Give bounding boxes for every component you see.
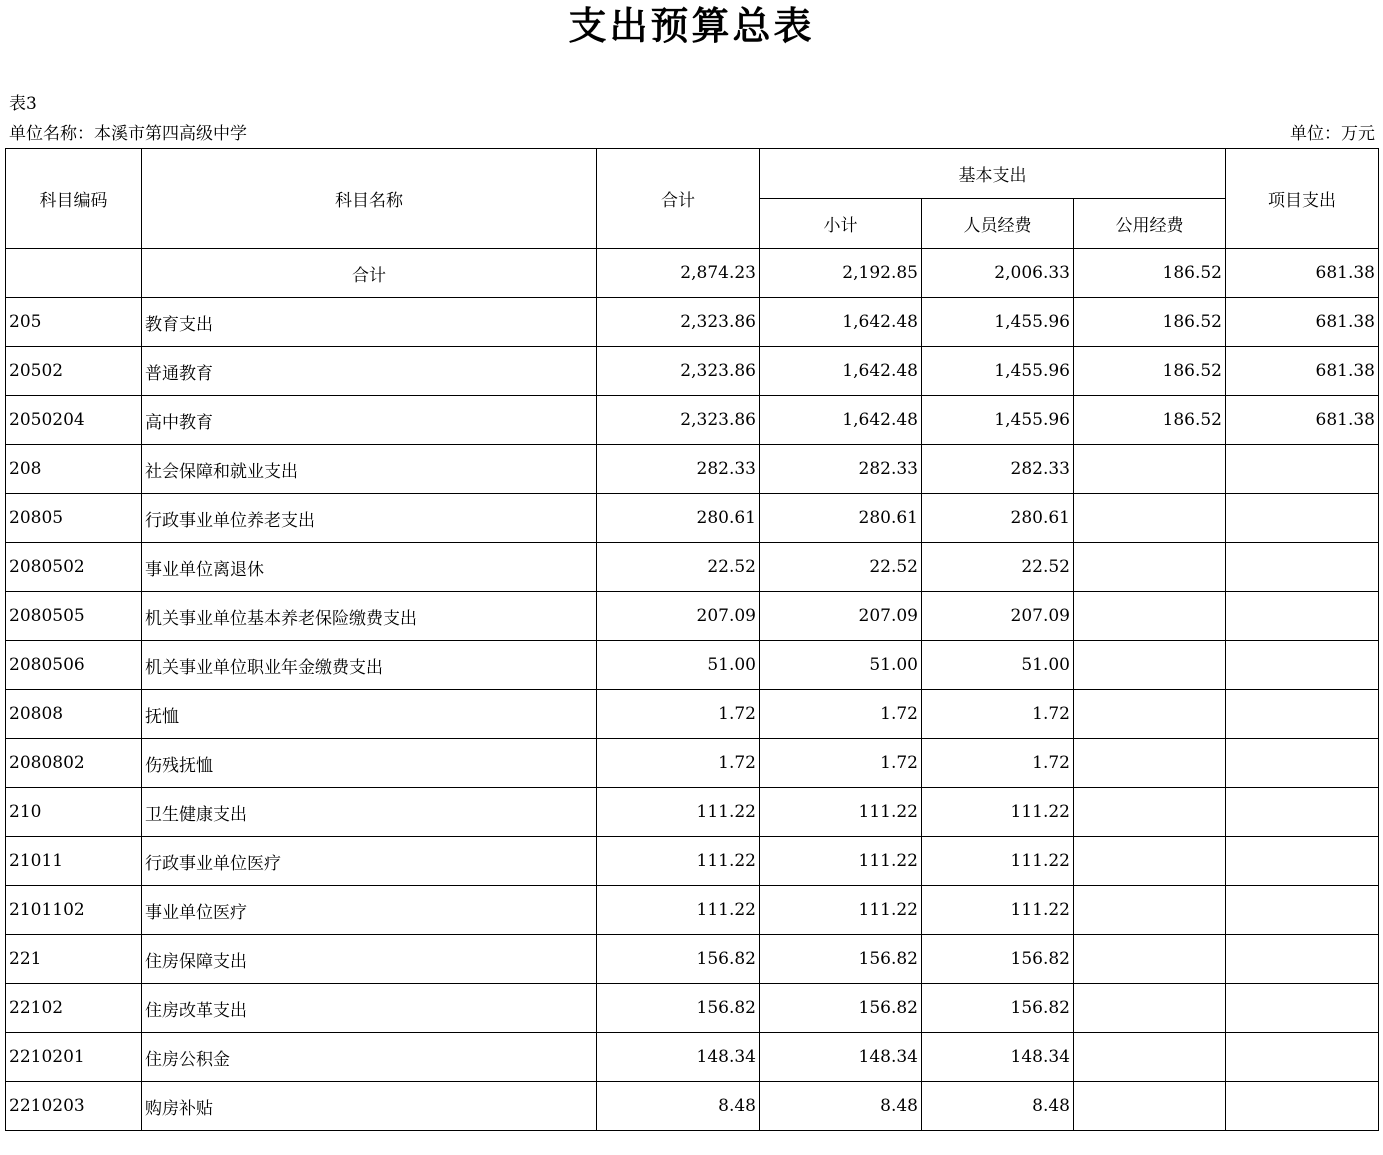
cell-total: 280.61: [597, 494, 760, 543]
header-name: 科目名称: [142, 149, 597, 249]
cell-total: 2,323.86: [597, 396, 760, 445]
cell-public: [1074, 837, 1226, 886]
cell-subtotal: 111.22: [760, 886, 922, 935]
cell-name: 抚恤: [142, 690, 597, 739]
table-row: [6, 592, 1379, 641]
cell-project: 681.38: [1226, 347, 1379, 396]
cell-total: 22.52: [597, 543, 760, 592]
cell-subtotal: 156.82: [760, 935, 922, 984]
cell-code: 20502: [6, 347, 142, 396]
cell-public: [1074, 886, 1226, 935]
cell-name: 机关事业单位基本养老保险缴费支出: [142, 592, 597, 641]
cell-subtotal: 1.72: [760, 739, 922, 788]
cell-subtotal: 22.52: [760, 543, 922, 592]
cell-name: 合计: [142, 249, 597, 298]
cell-total: 207.09: [597, 592, 760, 641]
cell-code: 20805: [6, 494, 142, 543]
cell-name: 住房公积金: [142, 1033, 597, 1082]
cell-project: [1226, 641, 1379, 690]
cell-project: 681.38: [1226, 298, 1379, 347]
table-number: 表3: [9, 94, 37, 114]
header-total: 合计: [597, 149, 760, 249]
table-body: [6, 249, 1379, 1131]
budget-table: [5, 148, 1379, 1131]
cell-total: 148.34: [597, 1033, 760, 1082]
cell-project: [1226, 494, 1379, 543]
cell-personnel: 8.48: [922, 1082, 1074, 1131]
cell-personnel: 148.34: [922, 1033, 1074, 1082]
cell-name: 事业单位离退休: [142, 543, 597, 592]
cell-public: [1074, 935, 1226, 984]
cell-public: [1074, 984, 1226, 1033]
cell-name: 住房保障支出: [142, 935, 597, 984]
cell-subtotal: 8.48: [760, 1082, 922, 1131]
cell-name: 伤残抚恤: [142, 739, 597, 788]
cell-subtotal: 207.09: [760, 592, 922, 641]
cell-code: 205: [6, 298, 142, 347]
cell-personnel: 111.22: [922, 837, 1074, 886]
cell-personnel: 1,455.96: [922, 396, 1074, 445]
cell-code: 22102: [6, 984, 142, 1033]
cell-personnel: 156.82: [922, 984, 1074, 1033]
cell-total: 156.82: [597, 984, 760, 1033]
cell-subtotal: 282.33: [760, 445, 922, 494]
cell-public: [1074, 739, 1226, 788]
header-project: 项目支出: [1226, 149, 1379, 249]
header-subtotal: 小计: [760, 199, 922, 249]
cell-code: 2210201: [6, 1033, 142, 1082]
cell-total: 282.33: [597, 445, 760, 494]
cell-personnel: 1,455.96: [922, 298, 1074, 347]
cell-name: 机关事业单位职业年金缴费支出: [142, 641, 597, 690]
table-row: [6, 494, 1379, 543]
cell-name: 购房补贴: [142, 1082, 597, 1131]
cell-public: 186.52: [1074, 347, 1226, 396]
cell-project: [1226, 543, 1379, 592]
cell-total: 111.22: [597, 837, 760, 886]
cell-public: [1074, 690, 1226, 739]
cell-project: [1226, 935, 1379, 984]
cell-public: [1074, 592, 1226, 641]
cell-subtotal: 280.61: [760, 494, 922, 543]
cell-personnel: 1.72: [922, 739, 1074, 788]
cell-code: 210: [6, 788, 142, 837]
cell-personnel: 156.82: [922, 935, 1074, 984]
cell-project: [1226, 837, 1379, 886]
cell-personnel: 1.72: [922, 690, 1074, 739]
cell-personnel: 280.61: [922, 494, 1074, 543]
table-row: [6, 396, 1379, 445]
cell-public: 186.52: [1074, 249, 1226, 298]
cell-code: 2080505: [6, 592, 142, 641]
cell-subtotal: 51.00: [760, 641, 922, 690]
cell-personnel: 282.33: [922, 445, 1074, 494]
page-title: 支出预算总表: [568, 4, 815, 48]
cell-subtotal: 1,642.48: [760, 298, 922, 347]
cell-project: [1226, 690, 1379, 739]
cell-code: 2080502: [6, 543, 142, 592]
cell-public: [1074, 1033, 1226, 1082]
cell-name: 事业单位医疗: [142, 886, 597, 935]
table-row: [6, 788, 1379, 837]
cell-name: 行政事业单位养老支出: [142, 494, 597, 543]
header-basic: 基本支出: [760, 149, 1226, 199]
table-row: [6, 347, 1379, 396]
table-header: [6, 149, 1379, 249]
cell-total: 1.72: [597, 739, 760, 788]
cell-personnel: 207.09: [922, 592, 1074, 641]
cell-project: [1226, 592, 1379, 641]
cell-project: [1226, 886, 1379, 935]
cell-subtotal: 156.82: [760, 984, 922, 1033]
cell-total: 156.82: [597, 935, 760, 984]
cell-code: 2080802: [6, 739, 142, 788]
cell-total: 111.22: [597, 886, 760, 935]
cell-name: 住房改革支出: [142, 984, 597, 1033]
cell-code: 221: [6, 935, 142, 984]
cell-project: [1226, 1033, 1379, 1082]
cell-personnel: 2,006.33: [922, 249, 1074, 298]
cell-name: 普通教育: [142, 347, 597, 396]
cell-public: [1074, 788, 1226, 837]
cell-project: [1226, 984, 1379, 1033]
cell-project: [1226, 445, 1379, 494]
cell-name: 卫生健康支出: [142, 788, 597, 837]
table-row: [6, 543, 1379, 592]
cell-name: 社会保障和就业支出: [142, 445, 597, 494]
table-row: [6, 984, 1379, 1033]
table-row: [6, 1033, 1379, 1082]
unit-name: 单位名称：本溪市第四高级中学: [9, 124, 247, 144]
cell-public: [1074, 494, 1226, 543]
table-row: [6, 837, 1379, 886]
cell-code: 2080506: [6, 641, 142, 690]
cell-subtotal: 1.72: [760, 690, 922, 739]
cell-public: [1074, 543, 1226, 592]
table-row: [6, 935, 1379, 984]
table-row: [6, 641, 1379, 690]
cell-project: [1226, 739, 1379, 788]
cell-public: 186.52: [1074, 298, 1226, 347]
cell-code: 2050204: [6, 396, 142, 445]
cell-code: 20808: [6, 690, 142, 739]
cell-personnel: 111.22: [922, 788, 1074, 837]
cell-subtotal: 2,192.85: [760, 249, 922, 298]
cell-total: 111.22: [597, 788, 760, 837]
cell-code: 2101102: [6, 886, 142, 935]
cell-personnel: 22.52: [922, 543, 1074, 592]
table-row: [6, 690, 1379, 739]
cell-total: 2,323.86: [597, 347, 760, 396]
currency-unit: 单位：万元: [1290, 124, 1375, 144]
table-row: [6, 1082, 1379, 1131]
cell-code: [6, 249, 142, 298]
cell-name: 教育支出: [142, 298, 597, 347]
cell-project: 681.38: [1226, 249, 1379, 298]
table-row: [6, 739, 1379, 788]
cell-subtotal: 111.22: [760, 788, 922, 837]
total-row: [6, 249, 1379, 298]
cell-personnel: 51.00: [922, 641, 1074, 690]
cell-code: 21011: [6, 837, 142, 886]
cell-total: 2,323.86: [597, 298, 760, 347]
cell-project: [1226, 1082, 1379, 1131]
table-row: [6, 298, 1379, 347]
cell-subtotal: 148.34: [760, 1033, 922, 1082]
header-public: 公用经费: [1074, 199, 1226, 249]
cell-personnel: 1,455.96: [922, 347, 1074, 396]
cell-total: 2,874.23: [597, 249, 760, 298]
cell-total: 51.00: [597, 641, 760, 690]
cell-public: [1074, 445, 1226, 494]
table-row: [6, 445, 1379, 494]
header-code: 科目编码: [6, 149, 142, 249]
cell-subtotal: 111.22: [760, 837, 922, 886]
cell-public: [1074, 641, 1226, 690]
header-personnel: 人员经费: [922, 199, 1074, 249]
cell-project: 681.38: [1226, 396, 1379, 445]
cell-personnel: 111.22: [922, 886, 1074, 935]
cell-subtotal: 1,642.48: [760, 396, 922, 445]
cell-total: 8.48: [597, 1082, 760, 1131]
cell-name: 高中教育: [142, 396, 597, 445]
cell-subtotal: 1,642.48: [760, 347, 922, 396]
cell-code: 2210203: [6, 1082, 142, 1131]
table-row: [6, 886, 1379, 935]
cell-public: 186.52: [1074, 396, 1226, 445]
cell-public: [1074, 1082, 1226, 1131]
cell-name: 行政事业单位医疗: [142, 837, 597, 886]
cell-project: [1226, 788, 1379, 837]
cell-code: 208: [6, 445, 142, 494]
cell-total: 1.72: [597, 690, 760, 739]
